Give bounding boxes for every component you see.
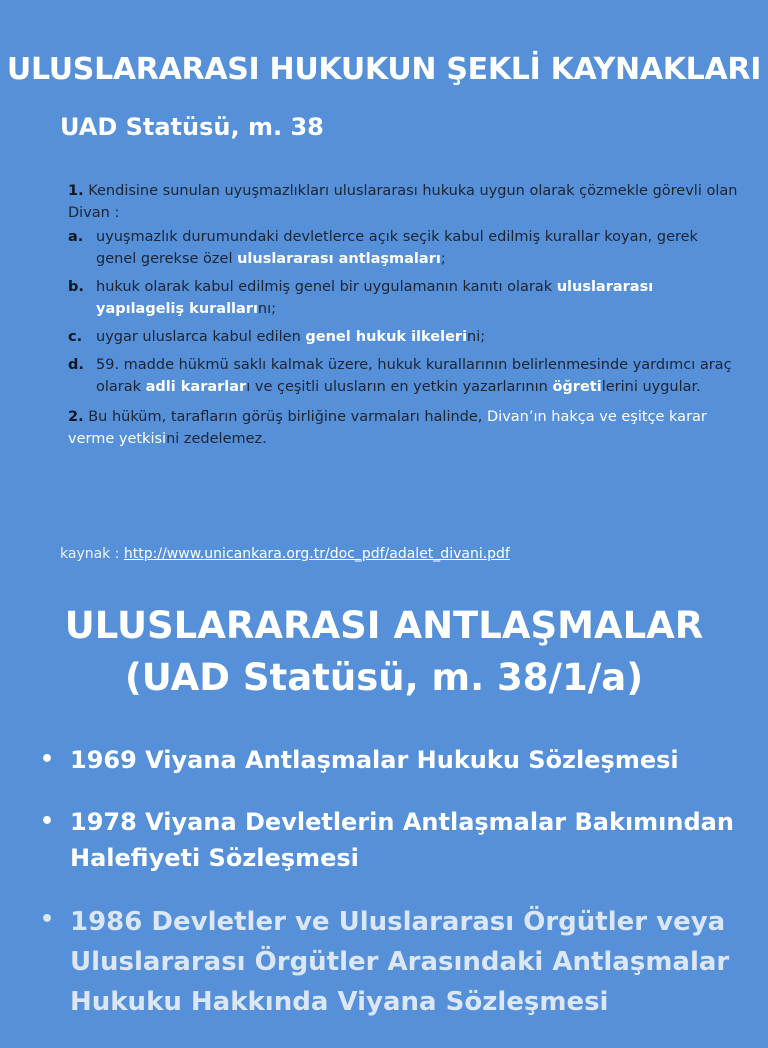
source-link[interactable]: http://www.unicankara.org.tr/doc_pdf/adalet_divani.pdf: [123, 546, 510, 562]
paragraph-text-pre: Bu hüküm, tarafların görüş birliğine varmaları halinde,: [83, 409, 488, 425]
item-text: [96, 354, 738, 398]
item-highlight: uluslararası antlaşmaları: [237, 251, 441, 267]
paragraph-highlight: Divan’ın hakça ve eşitçe karar verme yetkisi: [68, 409, 707, 447]
list-item: [68, 226, 738, 270]
slide-subtitle: UAD Statüsü, m. 38: [60, 113, 324, 141]
item-text-mid: ı ve çeşitli ulusların en yetkin yazarlarının: [246, 379, 553, 395]
item-highlight: adli kararlar: [145, 379, 247, 395]
list-item: [68, 326, 738, 348]
item-highlight-2: öğreti: [552, 379, 602, 395]
source-line: [60, 546, 510, 562]
bullet-text: 1986 Devletler ve Uluslararası Örgütler veya Uluslararası Örgütler Arasındaki Antlaşmalar Hukuku Hakkında Viyana Sözleşmesi: [70, 907, 730, 1017]
item-text-pre: hukuk olarak kabul edilmiş genel bir uygulamanın kanıtı olarak: [96, 279, 557, 295]
list-item: [68, 276, 738, 320]
bullet-text: 1978 Viyana Devletlerin Antlaşmalar Bakımından Halefiyeti Sözleşmesi: [70, 808, 734, 872]
bullet-icon: •: [40, 907, 55, 932]
item-text-pre: uygar uluslarca kabul edilen: [96, 329, 306, 345]
paragraph-text: Kendisine sunulan uyuşmazlıkları uluslararası hukuka uygun olarak çözmekle görevli olan Divan :: [68, 183, 738, 221]
article-38-text: [68, 180, 738, 450]
slide2-title-line1: ULUSLARARASI ANTLAŞMALAR: [64, 604, 704, 647]
item-text-pre: uyuşmazlık durumundaki devletlerce açık seçik kabul edilmiş kurallar koyan, gerek genel gerekse özel: [96, 229, 698, 267]
source-label: kaynak :: [60, 546, 124, 562]
item-text-post: ;: [440, 251, 446, 267]
item-highlight: genel hukuk ilkeleri: [305, 329, 468, 345]
bullet-icon: •: [40, 809, 55, 834]
paragraph-2: [68, 406, 738, 450]
item-text: [96, 326, 738, 348]
item-text: [96, 226, 738, 270]
list-item: [68, 354, 738, 398]
paragraph-number: 2.: [68, 409, 84, 425]
slide2-title: [0, 600, 768, 704]
item-label: c.: [68, 329, 83, 345]
item-text-post: ni;: [467, 329, 486, 345]
list-item: [40, 742, 740, 778]
list-item: [40, 902, 740, 1022]
item-highlight: uluslararası yapılageliş kuralları: [96, 279, 654, 317]
paragraph-text-post: ni zedelemez.: [166, 431, 267, 447]
list-item: [40, 804, 740, 876]
convention-list: [40, 742, 740, 1048]
slide2-title-line2: (UAD Statüsü, m. 38/1/a): [124, 656, 644, 699]
paragraph-number: 1.: [68, 183, 84, 199]
item-text: [96, 276, 738, 320]
bullet-icon: •: [40, 747, 55, 772]
item-text-post: lerini uygular.: [601, 379, 701, 395]
item-label: a.: [68, 229, 84, 245]
item-label: d.: [68, 357, 84, 373]
item-text-pre: 59. madde hükmü saklı kalmak üzere, hukuk kurallarının belirlenmesinde yardımcı araç olarak: [96, 357, 732, 395]
item-text-post: nı;: [257, 301, 277, 317]
article-items: [68, 226, 738, 398]
slide-title: ULUSLARARASI HUKUKUN ŞEKLİ KAYNAKLARI: [6, 52, 762, 87]
paragraph-1: [68, 180, 738, 224]
bullet-text: 1969 Viyana Antlaşmalar Hukuku Sözleşmesi: [70, 746, 679, 774]
item-label: b.: [68, 279, 84, 295]
